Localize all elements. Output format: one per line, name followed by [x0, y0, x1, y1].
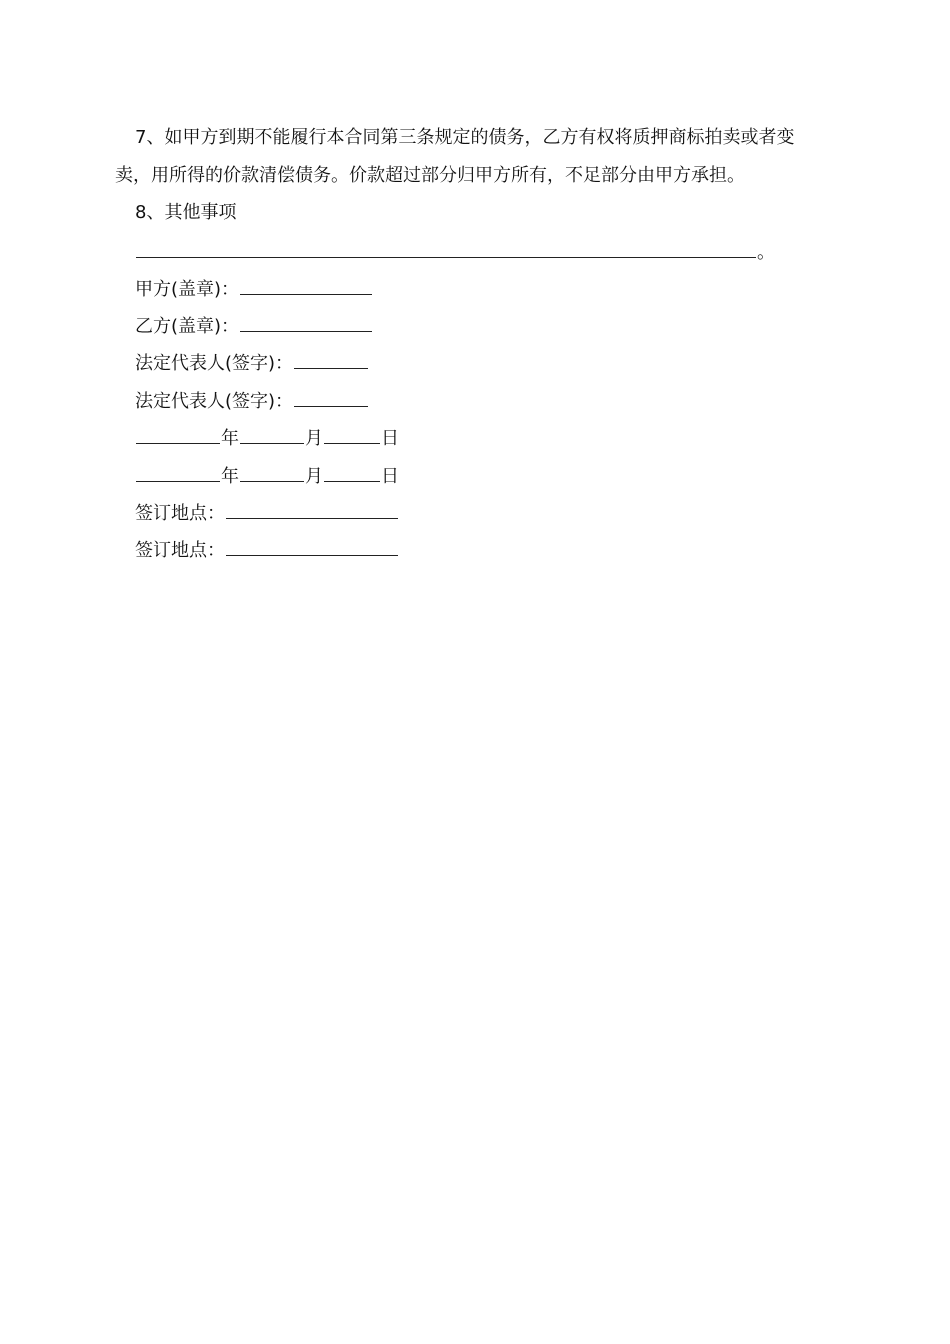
month-blank-1[interactable] — [240, 425, 304, 444]
clause-8-period: 。 — [757, 242, 775, 263]
clause-7-line-1: 7、如甲方到期不能履行本合同第三条规定的债务，乙方有权将质押商标拍卖或者变 — [135, 127, 795, 148]
clause-8-blank[interactable] — [136, 239, 756, 258]
sign-place-row-2 — [135, 537, 399, 563]
legal-rep-blank-2[interactable] — [294, 388, 368, 407]
party-a-blank[interactable] — [240, 276, 372, 295]
legal-rep-row-1 — [135, 350, 369, 376]
legal-rep-row-2 — [135, 388, 369, 414]
legal-rep-label-2: 法定代表人(签字)： — [135, 391, 294, 412]
year-label-1: 年 — [221, 428, 239, 449]
sign-place-blank-2[interactable] — [226, 537, 398, 556]
sign-place-label-1: 签订地点： — [135, 503, 225, 524]
sign-place-row-1 — [135, 500, 399, 526]
month-blank-2[interactable] — [240, 463, 304, 482]
party-b-blank[interactable] — [240, 313, 372, 332]
party-b-label: 乙方(盖章)： — [135, 316, 240, 337]
party-a-row — [135, 276, 373, 302]
day-blank-2[interactable] — [324, 463, 380, 482]
year-label-2: 年 — [221, 466, 239, 487]
party-a-label: 甲方(盖章)： — [135, 279, 240, 300]
month-label-2: 月 — [305, 466, 323, 487]
year-blank-1[interactable] — [136, 425, 220, 444]
clause-7-line-2: 卖，用所得的价款清偿债务。价款超过部分归甲方所有，不足部分由甲方承担。 — [115, 165, 745, 186]
clause-8-title: 8、其他事项 — [135, 202, 237, 223]
day-blank-1[interactable] — [324, 425, 380, 444]
date-row-2 — [135, 463, 399, 489]
legal-rep-blank-1[interactable] — [294, 350, 368, 369]
date-row-1 — [135, 425, 399, 451]
year-blank-2[interactable] — [136, 463, 220, 482]
month-label-1: 月 — [305, 428, 323, 449]
sign-place-label-2: 签订地点： — [135, 540, 225, 561]
party-b-row — [135, 313, 373, 339]
day-label-1: 日 — [381, 428, 399, 449]
day-label-2: 日 — [381, 466, 399, 487]
sign-place-blank-1[interactable] — [226, 500, 398, 519]
clause-8-blank-row — [135, 239, 775, 265]
legal-rep-label-1: 法定代表人(签字)： — [135, 353, 294, 374]
